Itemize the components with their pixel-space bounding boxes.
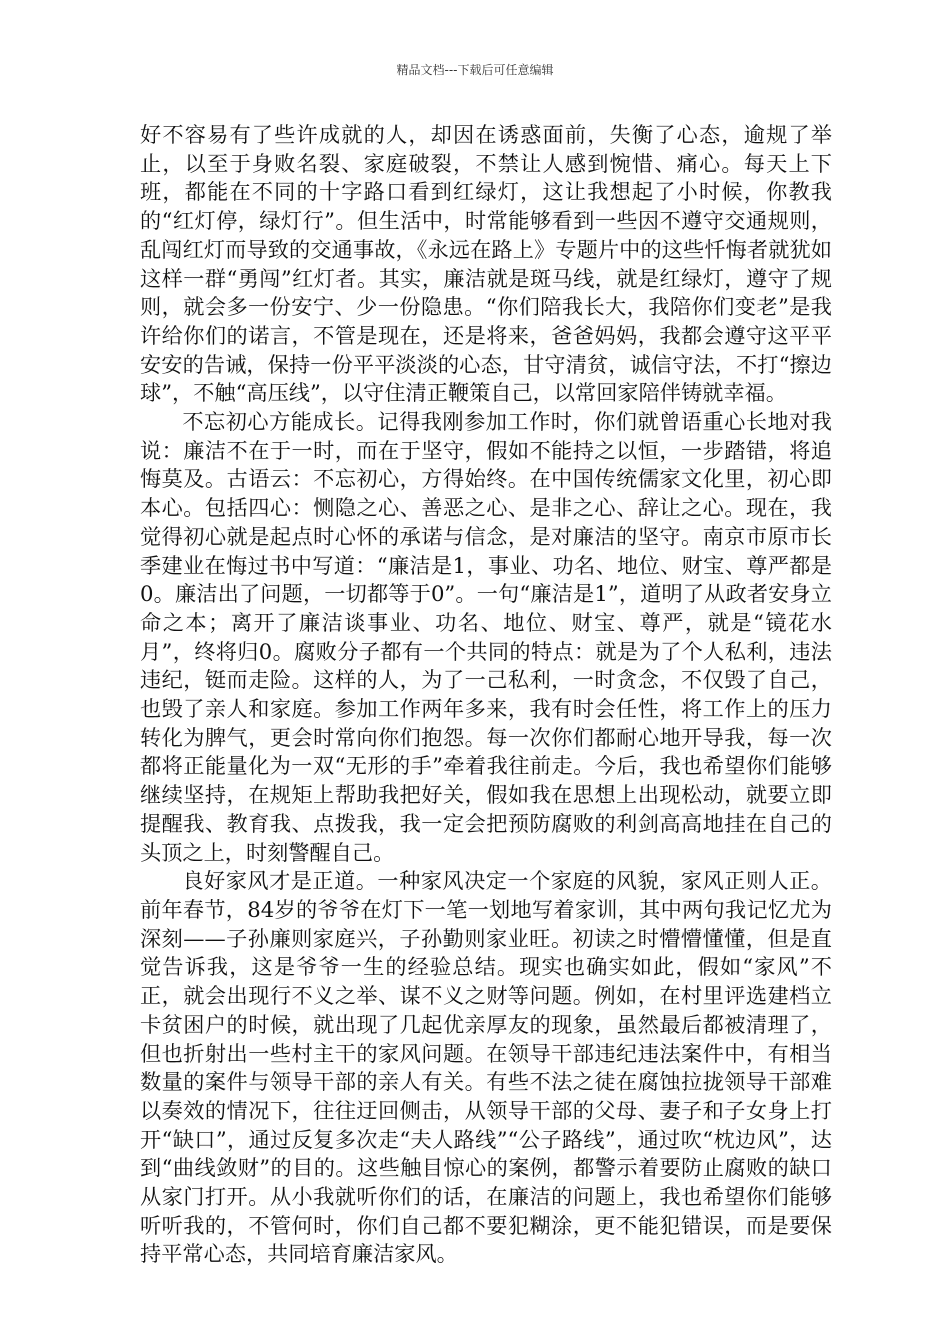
document-body — [140, 121, 832, 1269]
page-header: 精品文档---下载后可任意编辑 — [396, 63, 554, 77]
paragraph-3: 良好家风才是正道。一种家风决定一个家庭的风貌，家风正则人正。前年春节，84岁的爷爷在灯下一笔一划地写着家训，其中两句我记忆尤为深刻——子孙廉则家庭兴，子孙勤则家业旺。初读之时懵懵懂懂，但是直觉告诉我，这是爷爷一生的经验总结。现实也确实如此，假如“家风”不正，就会出现行不义之举、谋不义之财等问题。例如，在村里评选建档立卡贫困户的时候，就出现了几起优亲厚友的现象，虽然最后都被清理了，但也折射出一些村主干的家风问题。在领导干部违纪违法案件中，有相当数量的案件与领导干部的亲人有关。有些不法之徒在腐蚀拉拢领导干部难以奏效的情况下，往往迂回侧击，从领导干部的父母、妻子和子女身上打开“缺口”，通过反复多次走“夫人路线”“公子路线”，通过吹“枕边风”，达到“曲线敛财”的目的。这些触目惊心的案例，都警示着要防止腐败的缺口从家门打开。从小我就听你们的话，在廉洁的问题上，我也希望你们能够听听我的，不管何时，你们自己都不要犯糊涂，更不能犯错误，而是要保持平常心态，共同培育廉洁家风。 — [140, 868, 832, 1267]
paragraph-2: 不忘初心方能成长。记得我刚参加工作时，你们就曾语重心长地对我说：廉洁不在于一时，而在于坚守，假如不能持之以恒，一步踏错，将追悔莫及。古语云：不忘初心，方得始终。在中国传统儒家文化里，初心即本心。包括四心：恻隐之心、善恶之心、是非之心、辞让之心。现在，我觉得初心就是起点时心怀的承诺与信念，是对廉洁的坚守。南京市原市长季建业在悔过书中写道：“廉洁是1，事业、功名、地位、财宝、尊严都是0。廉洁出了问题，一切都等于0”。一句“廉洁是1”，道明了从政者安身立命之本；离开了廉洁谈事业、功名、地位、财宝、尊严，就是“镜花水月”，终将归0。腐败分子都有一个共同的特点：就是为了个人私利，违法违纪，铤而走险。这样的人，为了一己私利，一时贪念，不仅毁了自己，也毁了亲人和家庭。参加工作两年多来，我有时会任性，将工作上的压力转化为脾气，更会时常向你们抱怨。每一次你们都耐心地开导我，每一次都将正能量化为一双“无形的手”牵着我往前走。今后，我也希望你们能够继续坚持，在规矩上帮助我把好关，假如我在思想上出现松动，就要立即提醒我、教育我、点拨我，我一定会把预防腐败的利剑高高地挂在自己的头顶之上，时刻警醒自己。 — [140, 409, 832, 865]
paragraph-1: 好不容易有了些许成就的人，却因在诱惑面前，失衡了心态，逾规了举止，以至于身败名裂、家庭破裂，不禁让人感到惋惜、痛心。每天上下班，都能在不同的十字路口看到红绿灯，这让我想起了小时候，你教我的“红灯停，绿灯行”。但生活中，时常能够看到一些因不遵守交通规则，乱闯红灯而导致的交通事故，《永远在路上》专题片中的这些忏悔者就犹如这样一群“勇闯”红灯者。其实，廉洁就是斑马线，就是红绿灯，遵守了规则，就会多一份安宁、少一份隐患。“你们陪我长大，我陪你们变老”是我许给你们的诺言，不管是现在，还是将来，爸爸妈妈，我都会遵守这平平安安的告诫，保持一份平平淡淡的心态，甘守清贫，诚信守法，不打“擦边球”，不触“高压线”，以守住清正鞭策自己，以常回家陪伴铸就幸福。 — [140, 122, 832, 406]
